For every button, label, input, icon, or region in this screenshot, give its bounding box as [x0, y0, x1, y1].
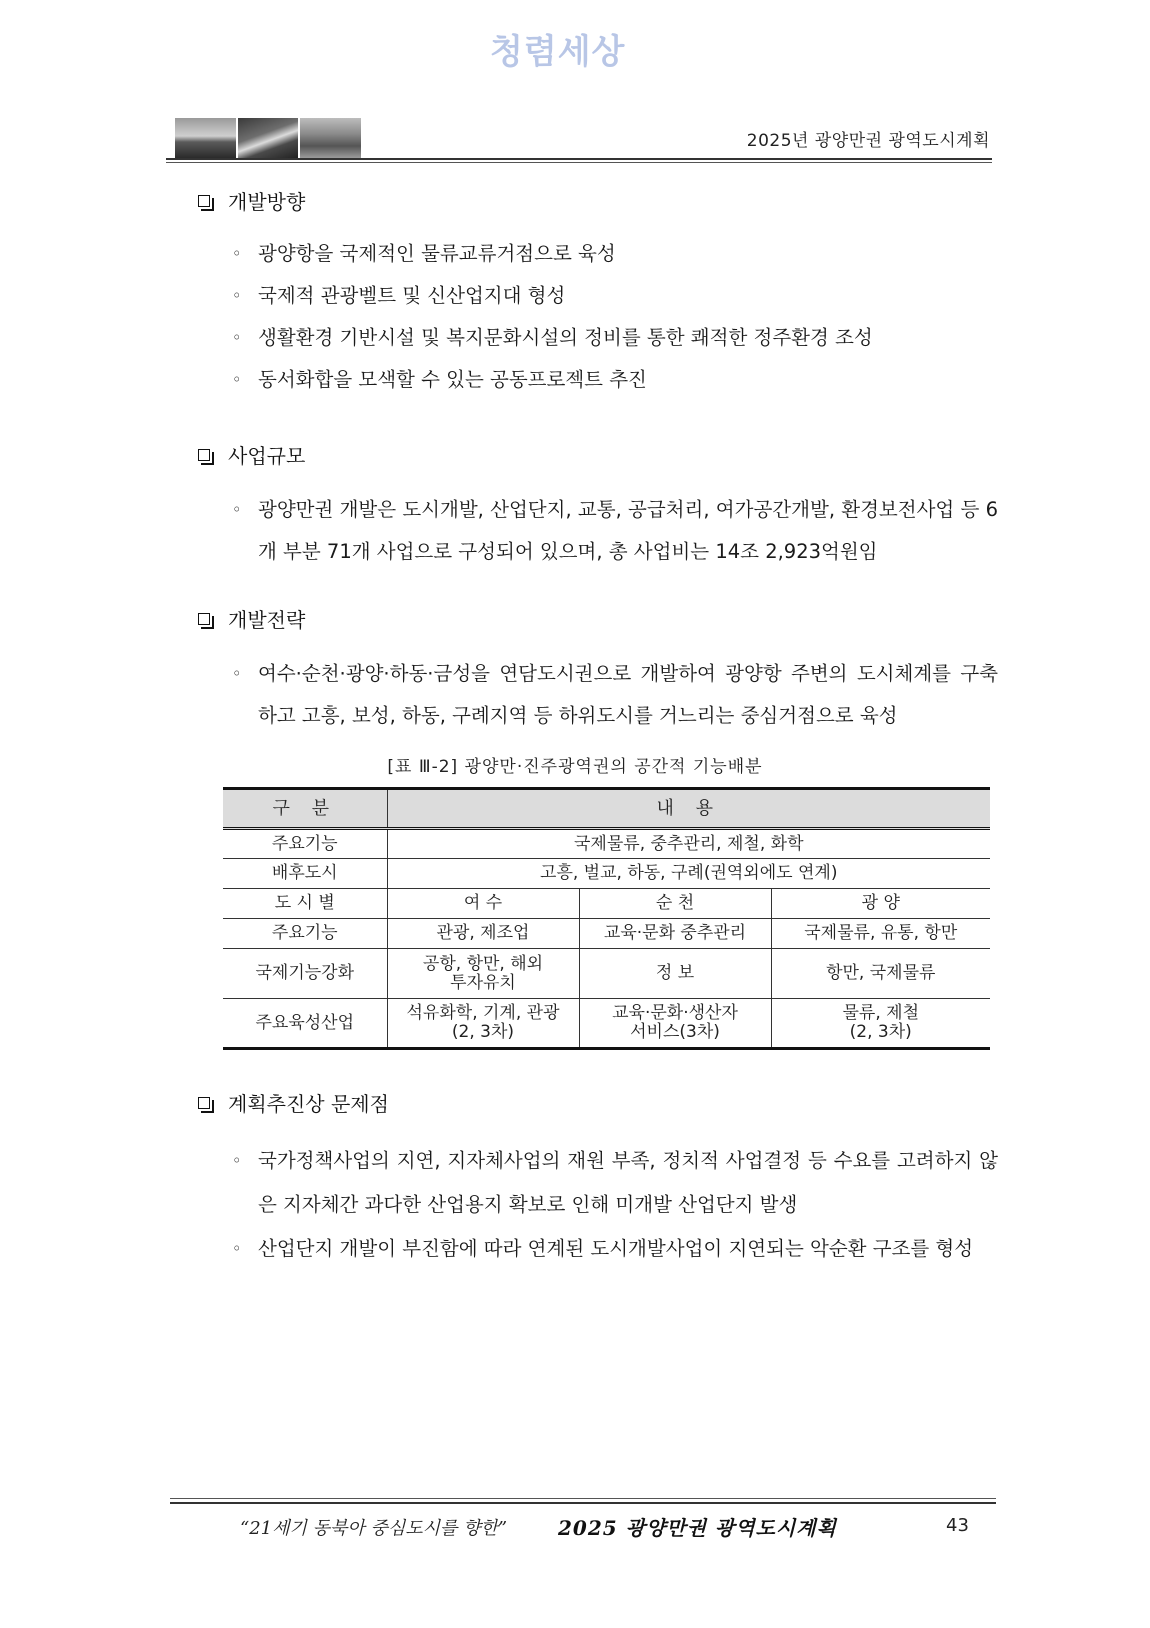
section-title: 개발전략 — [228, 608, 306, 632]
section-heading — [198, 604, 998, 633]
table-row — [223, 889, 990, 919]
checkbox-icon — [198, 613, 210, 625]
row-label: 주요육성산업 — [223, 999, 387, 1049]
list-item: ◦ 산업단지 개발이 부진함에 따라 연계된 도시개발사업이 지연되는 악순환 구조를 형성 — [198, 1227, 998, 1271]
table-cell: 석유화학, 기계, 관광 (2, 3차) — [387, 999, 579, 1049]
section-development-direction — [198, 186, 998, 401]
table-row — [223, 859, 990, 889]
row-label: 배후도시 — [223, 859, 387, 889]
table-row — [223, 949, 990, 999]
table-cell: 국제물류, 중추관리, 제철, 화학 — [387, 829, 990, 859]
table-cell: 물류, 제철 (2, 3차) — [771, 999, 990, 1049]
table-cell: 순 천 — [579, 889, 771, 919]
footer-title: 2025 광양만권 광역도시계획 — [558, 1516, 837, 1540]
section-heading — [198, 440, 998, 469]
table-cell: 항만, 국제물류 — [771, 949, 990, 999]
table-cell: 교육·문화·생산자 서비스(3차) — [579, 999, 771, 1049]
bullet-list — [198, 1139, 998, 1271]
table-cell: 정 보 — [579, 949, 771, 999]
section-project-scale — [198, 440, 998, 573]
section-heading — [198, 186, 998, 215]
logo-text: 청렴세상 — [490, 32, 626, 72]
row-label: 도 시 별 — [223, 889, 387, 919]
section-title: 계획추진상 문제점 — [228, 1092, 389, 1116]
bullet-list — [198, 233, 998, 401]
table-cell: 여 수 — [387, 889, 579, 919]
section-development-strategy — [198, 604, 998, 737]
footer-quote: “21세기 동북아 중심도시를 향한” — [240, 1518, 508, 1539]
footer-rule — [170, 1502, 996, 1504]
table-cell: 관광, 제조업 — [387, 919, 579, 949]
header-rule — [166, 162, 992, 163]
page-number: 43 — [946, 1515, 969, 1536]
bullet-list — [198, 489, 998, 573]
bullet-list — [198, 653, 998, 737]
checkbox-icon — [198, 1097, 210, 1109]
table-header-cell: 구 분 — [223, 789, 387, 829]
list-item: ◦ 동서화합을 모색할 수 있는 공동프로젝트 추진 — [198, 359, 998, 401]
header-title: 2025년 광양만권 광역도시계획 — [746, 131, 990, 151]
checkbox-icon — [198, 195, 210, 207]
list-item: ◦ 여수·순천·광양·하동·금성을 연담도시권으로 개발하여 광양항 주변의 도시체계를 구축하고 고흥, 보성, 하동, 구례지역 등 하위도시를 거느리는 중심거점으로 육성 — [198, 653, 998, 737]
logo — [490, 22, 660, 72]
header-photo — [300, 118, 361, 158]
list-item: ◦ 광양만권 개발은 도시개발, 산업단지, 교통, 공급처리, 여가공간개발, 환경보전사업 등 6개 부분 71개 사업으로 구성되어 있으며, 총 사업비는 14조 2,923억원임 — [198, 489, 998, 573]
table-cell: 교육·문화 중추관리 — [579, 919, 771, 949]
table-cell: 광 양 — [771, 889, 990, 919]
footer — [0, 1512, 1150, 1542]
row-label: 국제기능강화 — [223, 949, 387, 999]
list-item: ◦ 국제적 관광벨트 및 신산업지대 형성 — [198, 275, 998, 317]
footer-rule — [170, 1498, 996, 1499]
table-row — [223, 919, 990, 949]
row-label: 주요기능 — [223, 919, 387, 949]
header-photo — [175, 118, 236, 158]
header-rule — [166, 158, 992, 160]
list-item: ◦ 광양항을 국제적인 물류교류거점으로 육성 — [198, 233, 998, 275]
checkbox-icon — [198, 449, 210, 461]
row-label: 주요기능 — [223, 829, 387, 859]
table-cell: 공항, 항만, 해외 투자유치 — [387, 949, 579, 999]
section-title: 개발방향 — [228, 190, 306, 214]
section-planning-issues — [198, 1088, 998, 1271]
table-row — [223, 999, 990, 1049]
table-caption: [표 Ⅲ-2] 광양만·진주광역권의 공간적 기능배분 — [387, 757, 763, 777]
table-row — [223, 829, 990, 859]
table-header-row — [223, 789, 990, 829]
header-photo — [238, 118, 299, 158]
table-cell: 고흥, 벌교, 하동, 구례(권역외에도 연계) — [387, 859, 990, 889]
function-allocation-table — [223, 787, 990, 1050]
list-item: ◦ 생활환경 기반시설 및 복지문화시설의 정비를 통한 쾌적한 정주환경 조성 — [198, 317, 998, 359]
table-header-cell: 내 용 — [387, 789, 990, 829]
header-photo-strip — [175, 118, 361, 158]
table-cell: 국제물류, 유통, 항만 — [771, 919, 990, 949]
list-item: ◦ 국가정책사업의 지연, 지자체사업의 재원 부족, 정치적 사업결정 등 수요를 고려하지 않은 지자체간 과다한 산업용지 확보로 인해 미개발 산업단지 발생 — [198, 1139, 998, 1227]
section-heading — [198, 1088, 998, 1117]
section-title: 사업규모 — [228, 444, 306, 468]
